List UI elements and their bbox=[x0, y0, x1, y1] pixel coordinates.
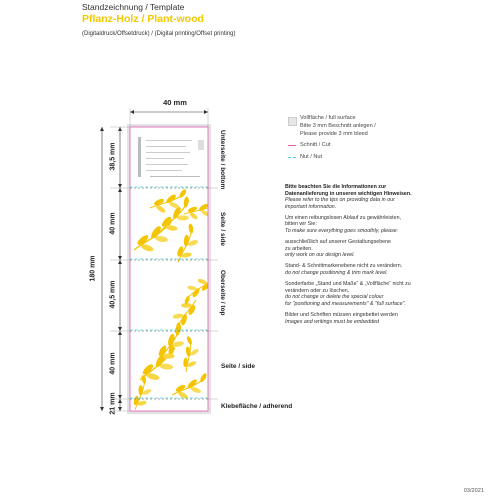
label-bottom: Unterseite / bottom bbox=[219, 130, 226, 190]
width-dimension: 40 mm bbox=[163, 98, 187, 107]
legend-cut: Schnitt / Cut bbox=[300, 142, 331, 148]
segment-5-dimension: 21 mm bbox=[109, 392, 117, 415]
template-title: Standzeichnung / Template bbox=[82, 2, 185, 12]
leaf-artwork bbox=[121, 181, 219, 412]
total-height-dimension: 180 mm bbox=[89, 255, 97, 282]
cut-line-swatch bbox=[288, 145, 296, 146]
product-name: Pflanz-Holz / Plant-wood bbox=[82, 13, 204, 25]
groove-line-swatch bbox=[288, 157, 296, 158]
bottom-info-block bbox=[138, 137, 204, 177]
legend-bleed-de: Bitte 3 mm Beschnitt anlegen / bbox=[300, 123, 376, 129]
data-delivery-notes: Bitte beachten Sie die Informationen zur Datenanlieferung in unseren wichtigen Hinweisen. Please refer to the tips on providing data in our important information. Um einen reibungslosen Ablauf zu gewährleisten, bitten wir Sie: To make sure everything goes smoothly, please: ausschließlich auf unserer Gestaltungsebene zu arbeiten. only work on our design level. Stand- & Schnittmarkenebene nicht zu verändern. do not change positioning & trim mark level. Sonderfarbe „Stand und Maße“ & „Vollfläche“ nicht zu verändern oder zu löschen. do not change or delete the special colour for "positioning and measurements" & "full surface". Bilder und Schriften müssen eingebettet werden Images and writings must be embedded bbox=[285, 184, 412, 325]
segment-3-dimension: 40,5 mm bbox=[109, 280, 117, 309]
label-side: Seite / side bbox=[221, 363, 255, 370]
segment-2-dimension: 40 mm bbox=[109, 212, 117, 235]
full-surface-swatch bbox=[288, 117, 297, 126]
label-top: Oberseite / top bbox=[219, 270, 226, 316]
print-method: (Digitaldruck/Offsetdruck) / (Digital printing/Offset printing) bbox=[82, 31, 236, 37]
revision-date: 03/2021 bbox=[463, 488, 484, 494]
label-side-rotated: Seite / side bbox=[219, 212, 226, 246]
segment-4-dimension: 40 mm bbox=[109, 352, 117, 375]
legend-groove: Nut / Nut bbox=[300, 154, 323, 160]
legend-bleed-en: Please provide 3 mm bleed bbox=[300, 131, 368, 137]
segment-1-dimension: 38,5 mm bbox=[109, 142, 117, 171]
legend-full-surface: Vollfläche / full surface bbox=[300, 115, 356, 121]
label-adhesive: Klebefläche / adherend bbox=[221, 403, 293, 410]
